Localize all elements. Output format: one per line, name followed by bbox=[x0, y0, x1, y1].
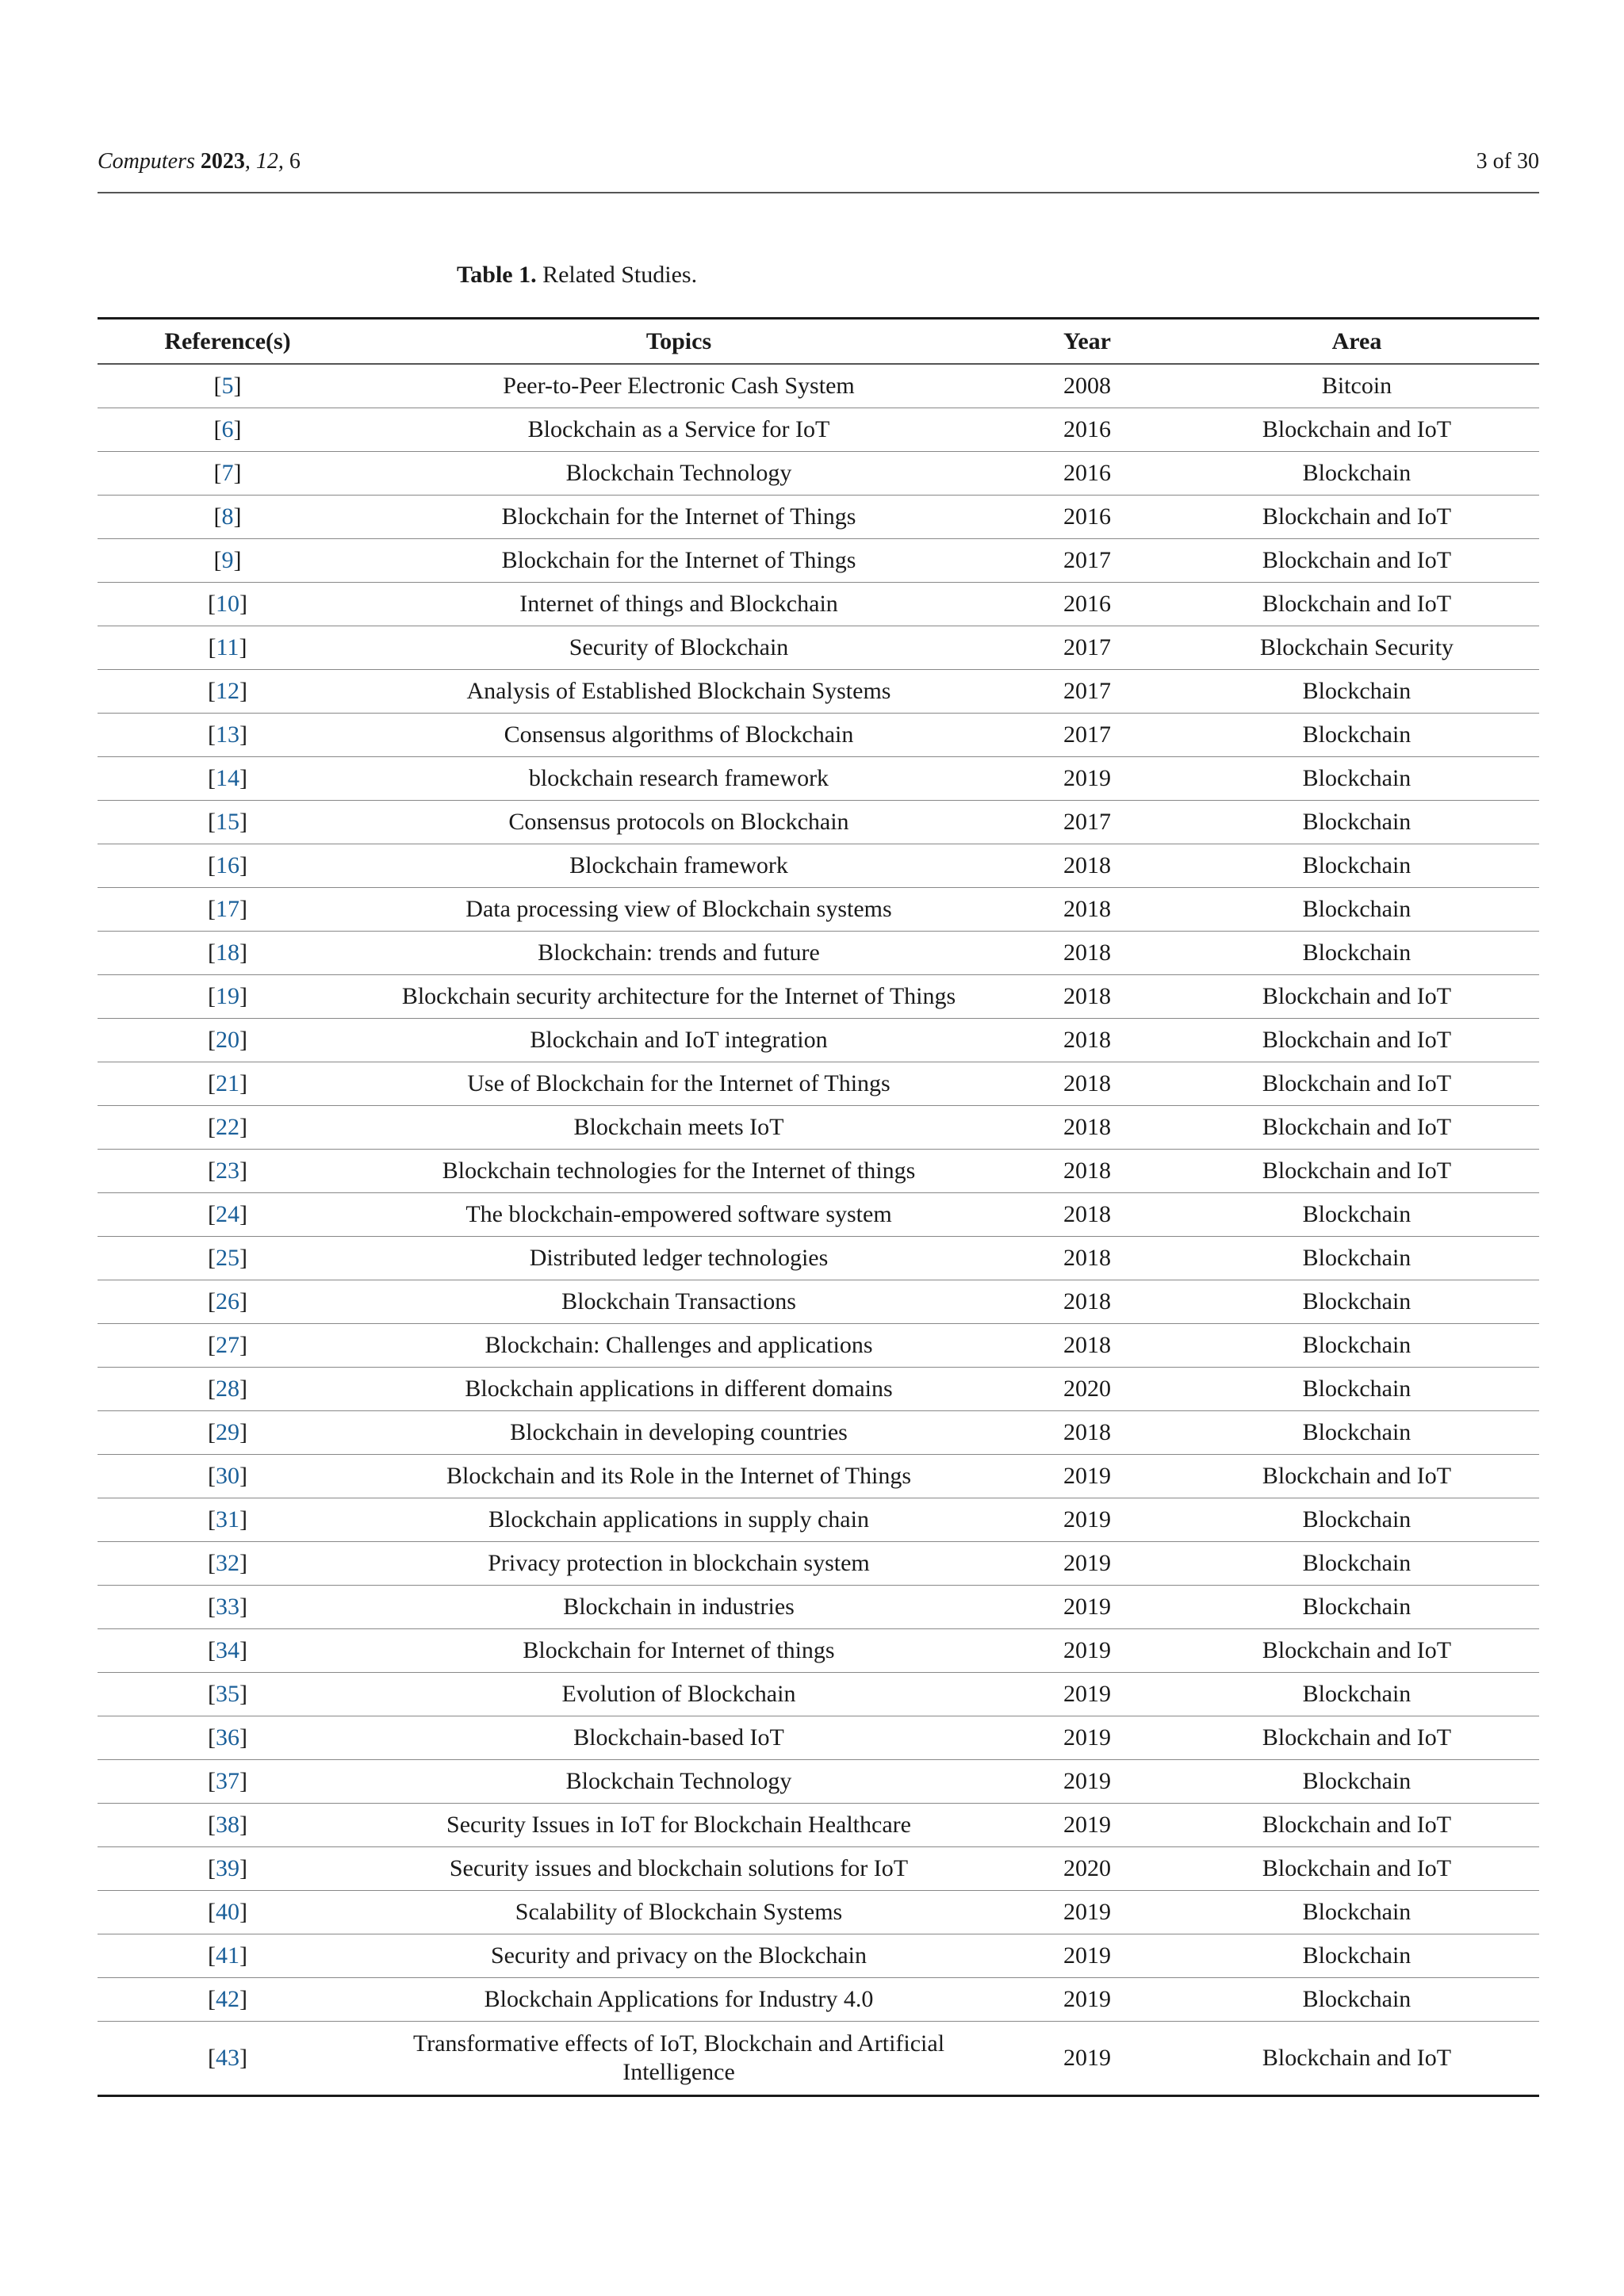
year-cell: 2018 bbox=[1000, 1193, 1174, 1237]
reference-cell: [17] bbox=[98, 888, 358, 932]
reference-cell: [14] bbox=[98, 757, 358, 801]
area-cell: Blockchain and IoT bbox=[1174, 1629, 1539, 1673]
table-row bbox=[98, 757, 1539, 801]
area-cell: Bitcoin bbox=[1174, 364, 1539, 408]
reference-cell: [18] bbox=[98, 932, 358, 975]
table-row bbox=[98, 1586, 1539, 1629]
area-cell: Blockchain bbox=[1174, 1934, 1539, 1978]
topic-cell: Consensus protocols on Blockchain bbox=[358, 801, 1000, 844]
year-cell: 2018 bbox=[1000, 1237, 1174, 1280]
topic-cell: Consensus algorithms of Blockchain bbox=[358, 714, 1000, 757]
table-row bbox=[98, 1150, 1539, 1193]
area-cell: Blockchain and IoT bbox=[1174, 583, 1539, 626]
area-cell: Blockchain and IoT bbox=[1174, 1106, 1539, 1150]
area-cell: Blockchain and IoT bbox=[1174, 1716, 1539, 1760]
area-cell: Blockchain bbox=[1174, 1280, 1539, 1324]
year-cell: 2019 bbox=[1000, 1934, 1174, 1978]
reference-link[interactable]: 26 bbox=[216, 1288, 239, 1314]
table-row bbox=[98, 1673, 1539, 1716]
year-cell: 2019 bbox=[1000, 1804, 1174, 1847]
reference-link[interactable]: 22 bbox=[216, 1114, 239, 1140]
topic-cell: Blockchain Transactions bbox=[358, 1280, 1000, 1324]
reference-cell: [41] bbox=[98, 1934, 358, 1978]
reference-link[interactable]: 18 bbox=[216, 939, 239, 966]
table-row bbox=[98, 1891, 1539, 1934]
area-cell: Blockchain bbox=[1174, 888, 1539, 932]
reference-cell: [15] bbox=[98, 801, 358, 844]
year-cell: 2018 bbox=[1000, 1411, 1174, 1455]
year-cell: 2017 bbox=[1000, 801, 1174, 844]
table-row bbox=[98, 1193, 1539, 1237]
year-cell: 2019 bbox=[1000, 1716, 1174, 1760]
table-row bbox=[98, 670, 1539, 714]
reference-link[interactable]: 36 bbox=[216, 1724, 239, 1751]
page-header bbox=[98, 149, 1539, 193]
table-row bbox=[98, 1629, 1539, 1673]
table-row bbox=[98, 408, 1539, 452]
topic-cell: Blockchain: trends and future bbox=[358, 932, 1000, 975]
area-cell: Blockchain bbox=[1174, 1498, 1539, 1542]
table-row bbox=[98, 452, 1539, 496]
year-cell: 2020 bbox=[1000, 1368, 1174, 1411]
year-cell: 2019 bbox=[1000, 1891, 1174, 1934]
reference-cell: [12] bbox=[98, 670, 358, 714]
year-cell: 2017 bbox=[1000, 539, 1174, 583]
year-cell: 2018 bbox=[1000, 1150, 1174, 1193]
area-cell: Blockchain Security bbox=[1174, 626, 1539, 670]
page-number: 3 of 30 bbox=[1476, 149, 1539, 174]
reference-link[interactable]: 33 bbox=[216, 1594, 239, 1620]
reference-cell: [29] bbox=[98, 1411, 358, 1455]
reference-link[interactable]: 9 bbox=[221, 547, 234, 573]
table-row bbox=[98, 626, 1539, 670]
reference-cell: [22] bbox=[98, 1106, 358, 1150]
reference-link[interactable]: 6 bbox=[221, 416, 234, 442]
year-cell: 2017 bbox=[1000, 626, 1174, 670]
area-cell: Blockchain bbox=[1174, 801, 1539, 844]
table-row bbox=[98, 714, 1539, 757]
topic-cell: Analysis of Established Blockchain Systems bbox=[358, 670, 1000, 714]
area-cell: Blockchain bbox=[1174, 1760, 1539, 1804]
table-body bbox=[98, 364, 1539, 2096]
reference-cell: [34] bbox=[98, 1629, 358, 1673]
area-cell: Blockchain and IoT bbox=[1174, 539, 1539, 583]
journal-issue: 6 bbox=[289, 149, 301, 174]
topic-cell: Blockchain and its Role in the Internet of Things bbox=[358, 1455, 1000, 1498]
reference-cell: [9] bbox=[98, 539, 358, 583]
reference-link[interactable]: 30 bbox=[216, 1463, 239, 1489]
table-row bbox=[98, 844, 1539, 888]
reference-link[interactable]: 19 bbox=[216, 983, 239, 1009]
table-row bbox=[98, 2022, 1539, 2096]
topic-cell: Scalability of Blockchain Systems bbox=[358, 1891, 1000, 1934]
area-cell: Blockchain and IoT bbox=[1174, 1150, 1539, 1193]
topic-cell: The blockchain-empowered software system bbox=[358, 1193, 1000, 1237]
reference-link[interactable]: 39 bbox=[216, 1855, 239, 1881]
year-cell: 2018 bbox=[1000, 975, 1174, 1019]
area-cell: Blockchain and IoT bbox=[1174, 975, 1539, 1019]
reference-link[interactable]: 10 bbox=[216, 591, 239, 617]
topic-cell: Data processing view of Blockchain systems bbox=[358, 888, 1000, 932]
year-cell: 2018 bbox=[1000, 1062, 1174, 1106]
area-cell: Blockchain bbox=[1174, 932, 1539, 975]
reference-cell: [32] bbox=[98, 1542, 358, 1586]
reference-link[interactable]: 7 bbox=[221, 460, 234, 486]
reference-link[interactable]: 13 bbox=[216, 721, 239, 748]
area-cell: Blockchain bbox=[1174, 714, 1539, 757]
topic-cell: Privacy protection in blockchain system bbox=[358, 1542, 1000, 1586]
table-row bbox=[98, 801, 1539, 844]
reference-cell: [25] bbox=[98, 1237, 358, 1280]
topic-cell: Blockchain-based IoT bbox=[358, 1716, 1000, 1760]
reference-link[interactable]: 42 bbox=[216, 1986, 239, 2012]
reference-cell: [35] bbox=[98, 1673, 358, 1716]
reference-link[interactable]: 20 bbox=[216, 1027, 239, 1053]
reference-cell: [37] bbox=[98, 1760, 358, 1804]
reference-link[interactable]: 15 bbox=[216, 809, 239, 835]
reference-cell: [11] bbox=[98, 626, 358, 670]
reference-link[interactable]: 16 bbox=[216, 852, 239, 878]
reference-link[interactable]: 29 bbox=[216, 1419, 239, 1445]
area-cell: Blockchain bbox=[1174, 1542, 1539, 1586]
reference-link[interactable]: 32 bbox=[216, 1550, 239, 1576]
reference-link[interactable]: 24 bbox=[216, 1201, 239, 1227]
area-cell: Blockchain bbox=[1174, 452, 1539, 496]
reference-link[interactable]: 11 bbox=[216, 634, 239, 660]
year-cell: 2018 bbox=[1000, 888, 1174, 932]
topic-cell: Blockchain technologies for the Internet of things bbox=[358, 1150, 1000, 1193]
area-cell: Blockchain and IoT bbox=[1174, 1847, 1539, 1891]
table-row bbox=[98, 932, 1539, 975]
topic-cell: Security Issues in IoT for Blockchain Healthcare bbox=[358, 1804, 1000, 1847]
topic-cell: Blockchain Technology bbox=[358, 452, 1000, 496]
topic-cell: Evolution of Blockchain bbox=[358, 1673, 1000, 1716]
table-row bbox=[98, 1368, 1539, 1411]
year-cell: 2016 bbox=[1000, 408, 1174, 452]
reference-cell: [23] bbox=[98, 1150, 358, 1193]
column-header-year: Year bbox=[1000, 319, 1174, 365]
reference-cell: [8] bbox=[98, 496, 358, 539]
year-cell: 2018 bbox=[1000, 932, 1174, 975]
reference-link[interactable]: 28 bbox=[216, 1376, 239, 1402]
year-cell: 2019 bbox=[1000, 1498, 1174, 1542]
topic-cell: Blockchain in developing countries bbox=[358, 1411, 1000, 1455]
reference-cell: [26] bbox=[98, 1280, 358, 1324]
table-row bbox=[98, 1237, 1539, 1280]
journal-name: Computers bbox=[98, 149, 195, 174]
area-cell: Blockchain and IoT bbox=[1174, 1455, 1539, 1498]
year-cell: 2019 bbox=[1000, 1978, 1174, 2022]
topic-cell: blockchain research framework bbox=[358, 757, 1000, 801]
reference-link[interactable]: 43 bbox=[216, 2045, 239, 2071]
journal-volume: 12 bbox=[255, 149, 278, 174]
table-row bbox=[98, 364, 1539, 408]
topic-cell: Internet of things and Blockchain bbox=[358, 583, 1000, 626]
reference-link[interactable]: 21 bbox=[216, 1070, 239, 1096]
table-row bbox=[98, 1804, 1539, 1847]
area-cell: Blockchain bbox=[1174, 1324, 1539, 1368]
table-row bbox=[98, 1542, 1539, 1586]
table-row bbox=[98, 1847, 1539, 1891]
reference-cell: [28] bbox=[98, 1368, 358, 1411]
year-cell: 2019 bbox=[1000, 1760, 1174, 1804]
table-row bbox=[98, 975, 1539, 1019]
reference-cell: [5] bbox=[98, 364, 358, 408]
year-cell: 2017 bbox=[1000, 714, 1174, 757]
area-cell: Blockchain bbox=[1174, 1237, 1539, 1280]
topic-cell: Security and privacy on the Blockchain bbox=[358, 1934, 1000, 1978]
table-row bbox=[98, 1280, 1539, 1324]
year-cell: 2016 bbox=[1000, 583, 1174, 626]
year-cell: 2018 bbox=[1000, 1324, 1174, 1368]
topic-cell: Blockchain for Internet of things bbox=[358, 1629, 1000, 1673]
reference-link[interactable]: 8 bbox=[221, 503, 234, 530]
area-cell: Blockchain bbox=[1174, 1368, 1539, 1411]
year-cell: 2018 bbox=[1000, 1280, 1174, 1324]
topic-cell: Blockchain: Challenges and applications bbox=[358, 1324, 1000, 1368]
reference-link[interactable]: 38 bbox=[216, 1812, 239, 1838]
year-cell: 2018 bbox=[1000, 1106, 1174, 1150]
area-cell: Blockchain bbox=[1174, 1586, 1539, 1629]
reference-cell: [42] bbox=[98, 1978, 358, 2022]
reference-cell: [21] bbox=[98, 1062, 358, 1106]
table-row bbox=[98, 539, 1539, 583]
topic-cell: Blockchain applications in different domains bbox=[358, 1368, 1000, 1411]
reference-cell: [20] bbox=[98, 1019, 358, 1062]
area-cell: Blockchain bbox=[1174, 1978, 1539, 2022]
area-cell: Blockchain bbox=[1174, 844, 1539, 888]
reference-cell: [30] bbox=[98, 1455, 358, 1498]
reference-link[interactable]: 41 bbox=[216, 1942, 239, 1969]
table-row bbox=[98, 1716, 1539, 1760]
area-cell: Blockchain bbox=[1174, 1891, 1539, 1934]
topic-cell: Use of Blockchain for the Internet of Things bbox=[358, 1062, 1000, 1106]
reference-cell: [24] bbox=[98, 1193, 358, 1237]
topic-cell: Blockchain framework bbox=[358, 844, 1000, 888]
reference-cell: [38] bbox=[98, 1804, 358, 1847]
area-cell: Blockchain bbox=[1174, 670, 1539, 714]
topic-cell: Transformative effects of IoT, Blockchain and Artificial Intelligence bbox=[358, 2022, 1000, 2096]
topic-cell: Security issues and blockchain solutions for IoT bbox=[358, 1847, 1000, 1891]
reference-cell: [43] bbox=[98, 2022, 358, 2096]
area-cell: Blockchain bbox=[1174, 1673, 1539, 1716]
column-header-area: Area bbox=[1174, 319, 1539, 365]
year-cell: 2019 bbox=[1000, 757, 1174, 801]
topic-cell: Blockchain Technology bbox=[358, 1760, 1000, 1804]
year-cell: 2019 bbox=[1000, 1629, 1174, 1673]
table-row bbox=[98, 1062, 1539, 1106]
table-row bbox=[98, 888, 1539, 932]
topic-cell: Blockchain and IoT integration bbox=[358, 1019, 1000, 1062]
topic-cell: Distributed ledger technologies bbox=[358, 1237, 1000, 1280]
reference-cell: [31] bbox=[98, 1498, 358, 1542]
journal-year: 2023 bbox=[200, 149, 245, 174]
table-row bbox=[98, 1498, 1539, 1542]
table-row bbox=[98, 496, 1539, 539]
reference-cell: [13] bbox=[98, 714, 358, 757]
reference-link[interactable]: 31 bbox=[216, 1506, 239, 1533]
reference-cell: [10] bbox=[98, 583, 358, 626]
area-cell: Blockchain and IoT bbox=[1174, 1019, 1539, 1062]
table-caption-text: Related Studies. bbox=[542, 262, 698, 288]
reference-cell: [39] bbox=[98, 1847, 358, 1891]
area-cell: Blockchain and IoT bbox=[1174, 2022, 1539, 2096]
table-row bbox=[98, 1411, 1539, 1455]
table-caption bbox=[457, 262, 697, 289]
reference-link[interactable]: 40 bbox=[216, 1899, 239, 1925]
column-header-topics: Topics bbox=[358, 319, 1000, 365]
table-row bbox=[98, 1760, 1539, 1804]
table-row bbox=[98, 1455, 1539, 1498]
topic-cell: Blockchain meets IoT bbox=[358, 1106, 1000, 1150]
year-cell: 2016 bbox=[1000, 452, 1174, 496]
reference-link[interactable]: 34 bbox=[216, 1637, 239, 1663]
year-cell: 2018 bbox=[1000, 844, 1174, 888]
topic-cell: Blockchain for the Internet of Things bbox=[358, 496, 1000, 539]
table-row bbox=[98, 1324, 1539, 1368]
year-cell: 2008 bbox=[1000, 364, 1174, 408]
reference-cell: [36] bbox=[98, 1716, 358, 1760]
reference-link[interactable]: 37 bbox=[216, 1768, 239, 1794]
reference-link[interactable]: 17 bbox=[216, 896, 239, 922]
year-cell: 2019 bbox=[1000, 1455, 1174, 1498]
year-cell: 2020 bbox=[1000, 1847, 1174, 1891]
related-studies-table bbox=[98, 317, 1539, 2097]
area-cell: Blockchain bbox=[1174, 1411, 1539, 1455]
year-cell: 2019 bbox=[1000, 2022, 1174, 2096]
journal-citation: Computers 2023, 12, 6 bbox=[98, 149, 301, 174]
table-row bbox=[98, 1978, 1539, 2022]
table-row bbox=[98, 1106, 1539, 1150]
year-cell: 2016 bbox=[1000, 496, 1174, 539]
area-cell: Blockchain and IoT bbox=[1174, 496, 1539, 539]
reference-cell: [40] bbox=[98, 1891, 358, 1934]
reference-cell: [33] bbox=[98, 1586, 358, 1629]
area-cell: Blockchain bbox=[1174, 1193, 1539, 1237]
year-cell: 2019 bbox=[1000, 1673, 1174, 1716]
reference-link[interactable]: 27 bbox=[216, 1332, 239, 1358]
year-cell: 2019 bbox=[1000, 1586, 1174, 1629]
topic-cell: Blockchain in industries bbox=[358, 1586, 1000, 1629]
topic-cell: Blockchain applications in supply chain bbox=[358, 1498, 1000, 1542]
area-cell: Blockchain bbox=[1174, 757, 1539, 801]
table-row bbox=[98, 1019, 1539, 1062]
topic-cell: Blockchain Applications for Industry 4.0 bbox=[358, 1978, 1000, 2022]
topic-cell: Security of Blockchain bbox=[358, 626, 1000, 670]
area-cell: Blockchain and IoT bbox=[1174, 1804, 1539, 1847]
topic-cell: Peer-to-Peer Electronic Cash System bbox=[358, 364, 1000, 408]
reference-cell: [27] bbox=[98, 1324, 358, 1368]
reference-link[interactable]: 12 bbox=[216, 678, 239, 704]
reference-link[interactable]: 14 bbox=[216, 765, 239, 791]
area-cell: Blockchain and IoT bbox=[1174, 1062, 1539, 1106]
table-caption-label: Table 1. bbox=[457, 262, 537, 288]
reference-link[interactable]: 5 bbox=[221, 373, 234, 399]
year-cell: 2019 bbox=[1000, 1542, 1174, 1586]
year-cell: 2018 bbox=[1000, 1019, 1174, 1062]
table-header-row bbox=[98, 319, 1539, 365]
reference-link[interactable]: 23 bbox=[216, 1158, 239, 1184]
reference-cell: [19] bbox=[98, 975, 358, 1019]
column-header-references: Reference(s) bbox=[98, 319, 358, 365]
reference-link[interactable]: 25 bbox=[216, 1245, 239, 1271]
topic-cell: Blockchain security architecture for the Internet of Things bbox=[358, 975, 1000, 1019]
reference-cell: [6] bbox=[98, 408, 358, 452]
year-cell: 2017 bbox=[1000, 670, 1174, 714]
table-row bbox=[98, 1934, 1539, 1978]
table-row bbox=[98, 583, 1539, 626]
area-cell: Blockchain and IoT bbox=[1174, 408, 1539, 452]
topic-cell: Blockchain as a Service for IoT bbox=[358, 408, 1000, 452]
reference-cell: [7] bbox=[98, 452, 358, 496]
reference-cell: [16] bbox=[98, 844, 358, 888]
reference-link[interactable]: 35 bbox=[216, 1681, 239, 1707]
topic-cell: Blockchain for the Internet of Things bbox=[358, 539, 1000, 583]
